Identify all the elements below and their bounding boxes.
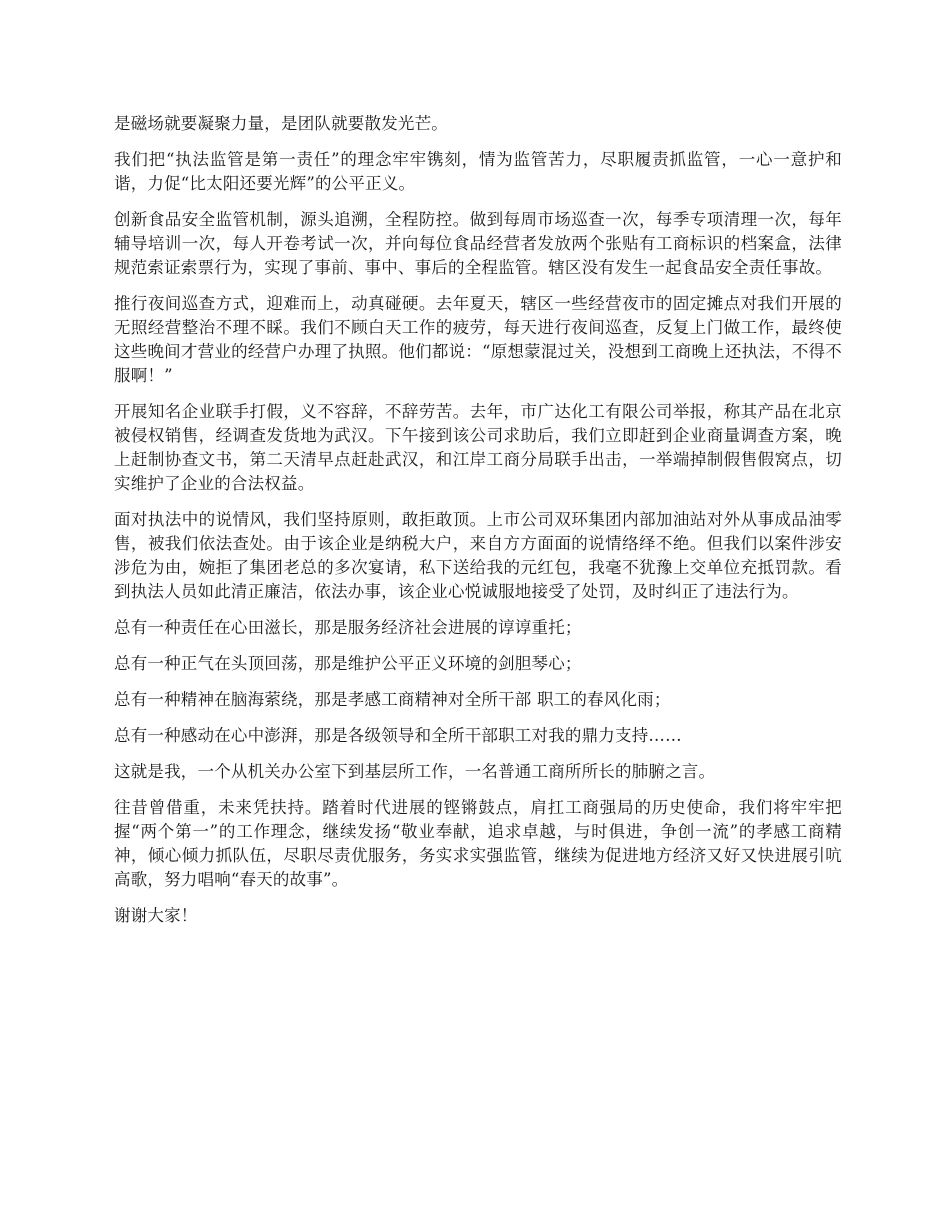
paragraph-4: 推行夜间巡查方式，迎难而上，动真碰硬。去年夏天，辖区一些经营夜市的固定摊点对我们开展的无照经营整治不理不睬。我们不顾白天工作的疲劳，每天进行夜间巡查，反复上门做工作，最终使这些晚间才营业的经营户办理了执照。他们都说：“原想蒙混过关，没想到工商晚上还执法，不得不服啊！” (114, 294, 842, 385)
paragraph-6: 面对执法中的说情风，我们坚持原则，敢拒敢顶。上市公司双环集团内部加油站对外从事成品油零售，被我们依法查处。由于该企业是纳税大户，来自方方面面的说情络绎不绝。但我们以案件涉安涉危为由，婉拒了集团老总的多次宴请，私下送给我的元红包，我毫不犹豫上交单位充抵罚款。看到执法人员如此清正廉洁，依法办事，该企业心悦诚服地接受了处罚，及时纠正了违法行为。 (114, 510, 842, 601)
paragraph-7: 总有一种责任在心田滋长，那是服务经济社会进展的谆谆重托； (114, 618, 582, 637)
paragraph-2: 我们把“执法监管是第一责任”的理念牢牢镌刻，情为监管苦力，尽职履责抓监管，一心一意护和谐，力促“比太阳还要光辉”的公平正义。 (114, 150, 842, 193)
paragraph-3: 创新食品安全监管机制，源头追溯，全程防控。做到每周市场巡查一次，每季专项清理一次，每年辅导培训一次，每人开卷考试一次，并向每位食品经营者发放两个张贴有工商标识的档案盒，法律规范索证索票行为，实现了事前、事中、事后的全程监管。辖区没有发生一起食品安全责任事故。 (114, 210, 842, 277)
paragraph-13: 谢谢大家！ (114, 906, 198, 925)
document-body (114, 112, 842, 940)
paragraph-12: 往昔曾借重，未来凭扶持。踏着时代进展的铿锵鼓点，肩扛工商强局的历史使命，我们将牢牢把握“两个第一”的工作理念，继续发扬“敬业奉献，追求卓越，与时俱进，争创一流”的孝感工商精神，倾心倾力抓队伍，尽职尽责优服务，务实求实强监管，继续为促进地方经济又好又快进展引吭高歌，努力唱响“春天的故事”。 (114, 798, 842, 889)
paragraph-10: 总有一种感动在心中澎湃，那是各级领导和全所干部职工对我的鼎力支持…… (114, 726, 682, 745)
paragraph-8: 总有一种正气在头顶回荡，那是维护公平正义环境的剑胆琴心； (114, 654, 582, 673)
paragraph-5: 开展知名企业联手打假，义不容辞，不辞劳苦。去年，市广达化工有限公司举报，称其产品在北京被侵权销售，经调查发货地为武汉。下午接到该公司求助后，我们立即赶到企业商量调查方案，晚上赶制协查文书，第二天清早点赶赴武汉，和江岸工商分局联手出击，一举端掉制假售假窝点，切实维护了企业的合法权益。 (114, 402, 842, 493)
paragraph-9: 总有一种精神在脑海萦绕，那是孝感工商精神对全所干部 职工的春风化雨； (114, 690, 671, 709)
paragraph-11: 这就是我，一个从机关办公室下到基层所工作，一名普通工商所所长的肺腑之言。 (114, 762, 716, 781)
paragraph-1: 是磁场就要凝聚力量，是团队就要散发光芒。 (114, 114, 448, 133)
